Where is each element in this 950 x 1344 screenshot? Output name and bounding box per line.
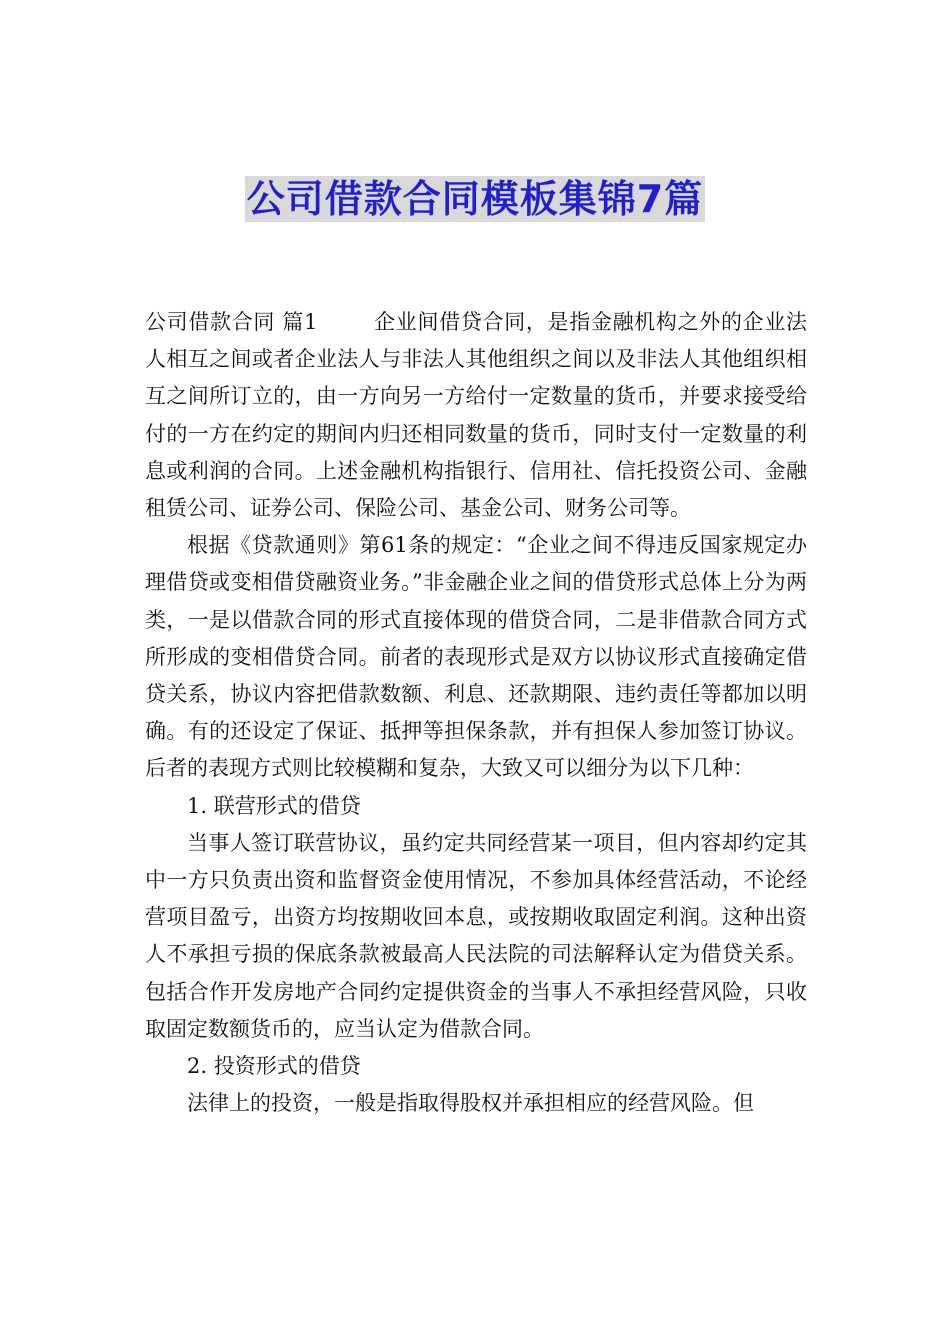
- subheading-1: 1. 联营形式的借贷: [187, 793, 361, 818]
- document-body: [145, 304, 807, 1122]
- paragraph-3: 当事人签订联营协议，虽约定共同经营某一项目，但内容却约定其中一方只负责出资和监督资金使用情况，不参加具体经营活动，不论经营项目盈亏，出资方均按期收回本息，或按期收取固定利润。这种出资人不承担亏损的保底条款被最高人民法院的司法解释认定为借贷关系。包括合作开发房地产合同约定提供资金的当事人不承担经营风险，只收取固定数额货币的，应当认定为借款合同。: [145, 830, 807, 1041]
- title-container: [0, 176, 950, 222]
- paragraph-1: [145, 304, 807, 527]
- paragraph-2: 根据《贷款通则》第61条的规定：“企业之间不得违反国家规定办理借贷或变相借贷融资业务。”非金融企业之间的借贷形式总体上分为两类，一是以借款合同的形式直接体现的借贷合同，二是非借款合同方式所形成的变相借贷合同。前者的表现形式是双方以协议形式直接确定借贷关系，协议内容把借款数额、利息、还款期限、违约责任等都加以明确。有的还设定了保证、抵押等担保条款，并有担保人参加签订协议。后者的表现方式则比较模糊和复杂，大致又可以细分为以下几种：: [145, 533, 807, 781]
- section-label: 公司借款合同 篇1: [145, 310, 318, 334]
- subheading-2: 2. 投资形式的借贷: [187, 1054, 361, 1079]
- document-title: 公司借款合同模板集锦7篇: [246, 177, 704, 221]
- paragraph-1-text: 企业间借贷合同，是指金融机构之外的企业法人相互之间或者企业法人与非法人其他组织之间以及非法人其他组织相互之间所订立的，由一方向另一方给付一定数量的货币，并要求接受给付的一方在约定的期间内归还相同数量的货币，同时支付一定数量的利息或利润的合同。上述金融机构指银行、信用社、信托投资公司、金融租赁公司、证券公司、保险公司、基金公司、财务公司等。: [145, 310, 807, 521]
- paragraph-4: 法律上的投资，一般是指取得股权并承担相应的经营风险。但: [187, 1091, 754, 1116]
